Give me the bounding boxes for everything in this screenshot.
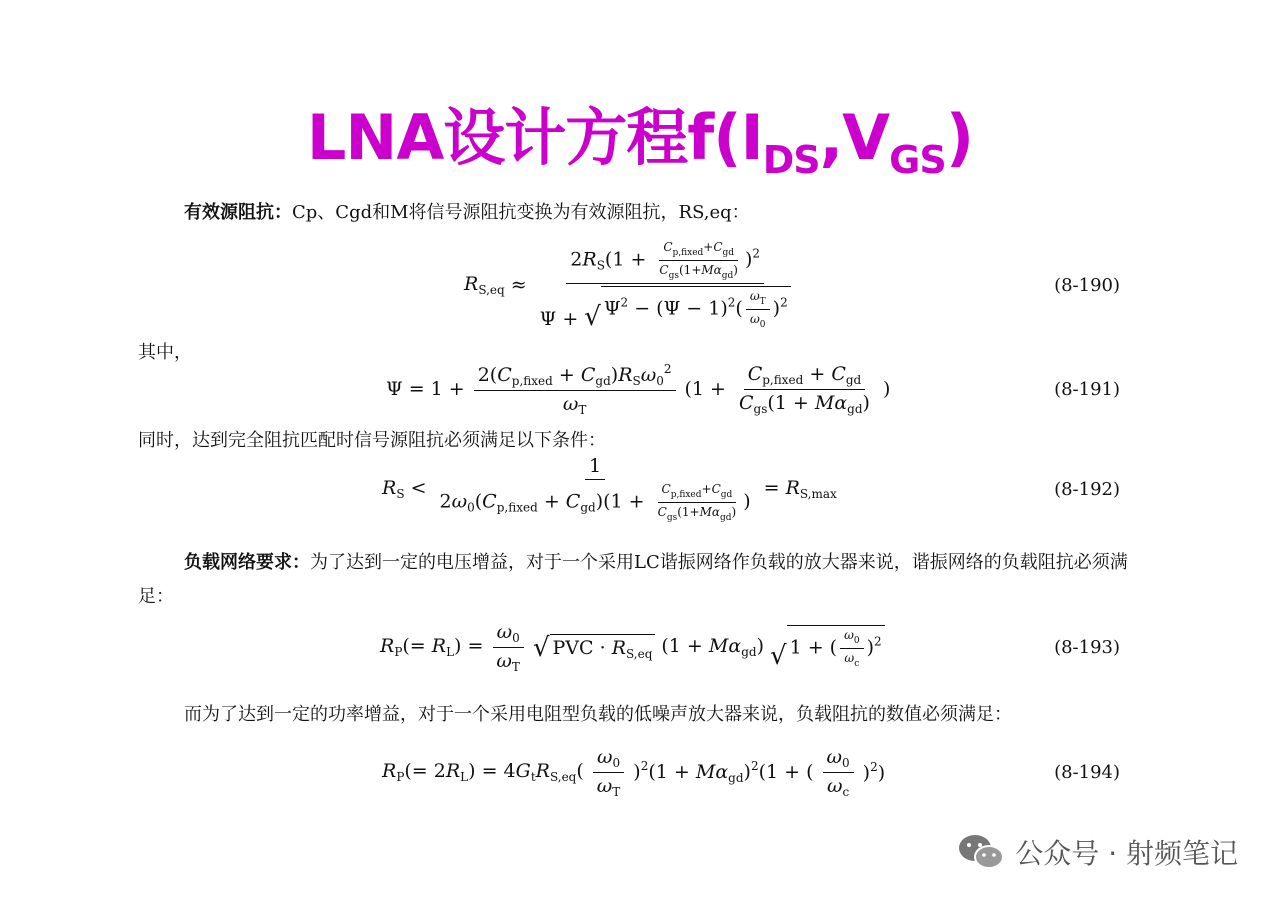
paragraph-power-gain: 而为了达到一定的功率增益，对于一个采用电阻型负载的低噪声放大器来说，负载阻抗的数值必须满足： xyxy=(184,704,1012,725)
watermark-text: 公众号 · 射频笔记 xyxy=(1015,837,1238,870)
equation-8-192: $R_S$ < 1 $2\omega_0(C_{p,fixed} + C_{gd})(1$ + $\frac{C_{p,fixed}+C_{gd}}{C_{gs}(1+M\alpha_{gd})}$ ) = $R_{S,max}$ (8-192) xyxy=(382,455,1120,523)
equation-number: (8-194) xyxy=(1054,761,1120,783)
equation-8-190: $R_{S,eq}$ ≈ $2R_S(1$ + $\frac{C_{p,fixed}+C_{gd}}{C_{gs}(1+M\alpha_{gd})}$ )$^2$ Ψ + √ $\Psi^2 - (\Psi - 1)^2$( $\frac{\omega_T}{\omega_0}$ )$^2$ (8-190) xyxy=(464,240,1120,332)
page-title: LNA设计方程$f(I_{DS},V_{GS})$ xyxy=(306,101,974,182)
equation-number: (8-191) xyxy=(1054,378,1120,400)
watermark xyxy=(957,832,1238,872)
equation-number: (8-190) xyxy=(1054,274,1120,296)
wechat-icon xyxy=(957,832,1005,872)
paragraph-where: 其中， xyxy=(138,342,192,363)
equation-number: (8-193) xyxy=(1054,636,1120,658)
paragraph-matching: 同时，达到完全阻抗匹配时信号源阻抗必须满足以下条件： xyxy=(138,430,606,451)
equation-8-194: $R_P(= 2R_L) = 4G_tR_{S,eq}$( $\frac{\omega_0}{\omega_T}$ )$^2(1 + M\alpha_{gd})^2(1$ + ( $\frac{\omega_0}{\omega_c}$ )$^2$) (8-194) xyxy=(382,745,1120,799)
equation-8-193: $R_P(= R_L)$ = $\frac{\omega_0}{\omega_T}$ √ PVC · $R_{S,eq}$ $(1 + M\alpha_{gd})$ √ 1 + ( $\frac{\omega_0}{\omega_c}$ )$^2$ (8-193) xyxy=(138,618,1120,676)
equation-number: (8-192) xyxy=(1054,478,1120,500)
equation-8-191: Ψ = 1 + $\frac{2(C_{p,fixed} + C_{gd})R_S\omega_0^2}{\omega_T}$ (1 + $\frac{C_{p,fixed} + C_{gd}}{C_{gs}(1 + M\alpha_{gd})}$ ) (8-191) xyxy=(138,358,1120,420)
paragraph-effective-source: 有效源阻抗：Cp、Cgd和M将信号源阻抗变换为有效源阻抗，RS,eq： xyxy=(184,202,750,223)
paragraph-load-network: 负载网络要求：为了达到一定的电压增益，对于一个采用LC谐振网络作负载的放大器来说，谐振网络的负载阻抗必须满足： xyxy=(138,552,1128,607)
